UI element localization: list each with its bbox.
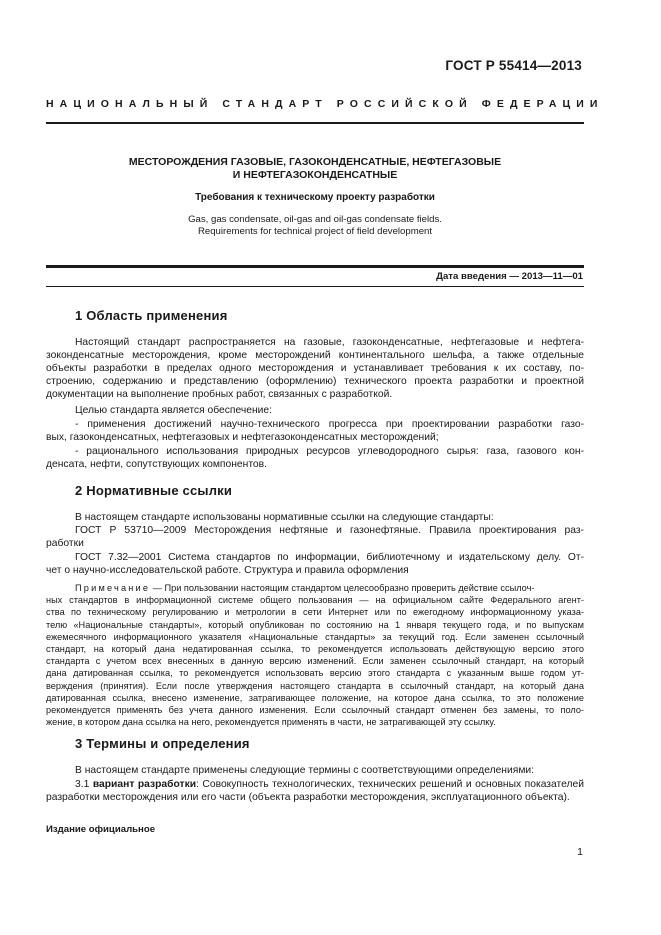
paragraph-line: Целью стандарта является обеспечение:	[75, 405, 272, 416]
paragraph-line: объекты разработки в пределах одного месторождения и устанавливает требования к их составу, по-	[46, 363, 584, 374]
list-item: денсата, нефти, сопутствующих компонентов.	[46, 459, 267, 470]
note-line: дана датированная ссылка, то рекомендуется использовать версию этого стандарта с указанным выше годом ут-	[46, 668, 584, 678]
paragraph-line: зоконденсатные месторождения, кроме месторождений континентального шельфа, а также отдельные	[46, 350, 584, 361]
top-rule	[46, 122, 584, 124]
note-first-line	[46, 582, 584, 594]
national-standard-banner: НАЦИОНАЛЬНЫЙ СТАНДАРТ РОССИЙСКОЙ ФЕДЕРАЦИИ	[46, 98, 604, 110]
paragraph-line: В настоящем стандарте использованы нормативные ссылки на следующие стандарты:	[75, 512, 494, 523]
term-definition: : Совокупность технологических, технических решений и основных показателей	[196, 779, 584, 790]
date-rule	[46, 286, 584, 287]
note-line: жение, в котором дана ссылка на него, рекомендуется применять в части, не затрагивающей эту ссылку.	[46, 717, 496, 727]
edition-label: Издание официальное	[46, 824, 156, 835]
reference-line: ГОСТ Р 53710—2009 Месторождения нефтяные и газонефтяные. Правила проектирования раз-	[75, 525, 584, 536]
note-line: датированная ссылка, внесено изменение, затрагивающее положение, на которое дана ссылка, то это положение	[46, 693, 584, 703]
english-title-line-1: Gas, gas condensate, oil-gas and oil-gas condensate fields.	[188, 214, 442, 225]
note-text: — При пользовании настоящим стандартом целесообразно проверить действие ссылоч-	[150, 583, 535, 593]
section-3-heading: 3 Термины и определения	[75, 736, 250, 751]
paragraph-line: Настоящий стандарт распространяется на газовые, газоконденсатные, нефтегазовые и нефтега-	[75, 337, 584, 348]
reference-line: чет о научно-исследовательской работе. Структура и правила оформления	[46, 565, 409, 576]
paragraph-line: строению, содержанию и представлению (оформлению) технического проекта разработки и проектной	[46, 376, 584, 387]
title-line-1: МЕСТОРОЖДЕНИЯ ГАЗОВЫЕ, ГАЗОКОНДЕНСАТНЫЕ, НЕФТЕГАЗОВЫЕ	[128, 156, 502, 168]
list-item: - рационального использования природных ресурсов углеводородного сырья: газа, газового кон-	[75, 446, 584, 457]
term-definition-line: разработки месторождения или его части (объекта разработки месторождения, эксплуатационного объекта).	[46, 792, 570, 803]
paragraph-line: документации на выполнение пробных работ, связанных с разработкой.	[46, 389, 393, 400]
note-line: верждения (принятия). Если после утверждения настоящего стандарта в ссылочный стандарт, на который дана	[46, 681, 584, 691]
note-line: телю «Национальные стандарты», который опубликован по состоянию на 1 января текущего года, и по выпускам	[46, 620, 584, 630]
list-item: вых, газоконденсатных, нефтегазовых и нефтегазоконденсатных месторождений;	[46, 432, 439, 443]
note-line: ежемесячного информационного указателя «Национальные стандарты» за текущий год. Если заменен ссылочный	[46, 632, 584, 642]
note-label: Примечание	[75, 583, 151, 593]
reference-line: работки	[46, 538, 84, 549]
subtitle: Требования к техническому проекту разработки	[195, 192, 435, 203]
note-line: рекомендуется применять без учета данного изменения. Если ссылочный стандарт отменен без замены, то поло-	[46, 705, 584, 715]
term-definition-line	[46, 778, 584, 791]
term: вариант разработки	[92, 779, 197, 790]
reference-line: ГОСТ 7.32—2001 Система стандартов по информации, библиотечному и издательскому делу. От-	[75, 552, 584, 563]
term-number: 3.1	[75, 779, 93, 790]
title-line-2: И НЕФТЕГАЗОКОНДЕНСАТНЫЕ	[232, 169, 398, 181]
paragraph-line: В настоящем стандарте применены следующие термины с соответствующими определениями:	[75, 765, 535, 776]
section-1-heading: 1 Область применения	[75, 308, 228, 323]
title-bottom-rule	[46, 265, 584, 268]
section-2-heading: 2 Нормативные ссылки	[75, 483, 233, 498]
page-number: 1	[577, 846, 583, 858]
document-number: ГОСТ Р 55414—2013	[445, 58, 582, 73]
introduction-date: Дата введения — 2013—11—01	[436, 271, 583, 282]
note-line: ства по техническому регулированию и метрологии в сети Интернет или по ежегодному информационному указа-	[46, 607, 584, 617]
note-line: стандарта с учетом всех внесенных в данную версию изменений. Если заменен ссылочный стандарт, на который	[46, 656, 584, 666]
note-line: ных стандартов в информационной системе общего пользования — на официальном сайте Федерального агент-	[46, 595, 584, 605]
list-item: - применения достижений научно-технического прогресса при проектировании разработки газо-	[75, 419, 584, 430]
note-line: стандарт, на который дана недатированная ссылка, то рекомендуется использовать действующую версию этого	[46, 644, 584, 654]
english-title-line-2: Requirements for technical project of field development	[197, 226, 433, 237]
